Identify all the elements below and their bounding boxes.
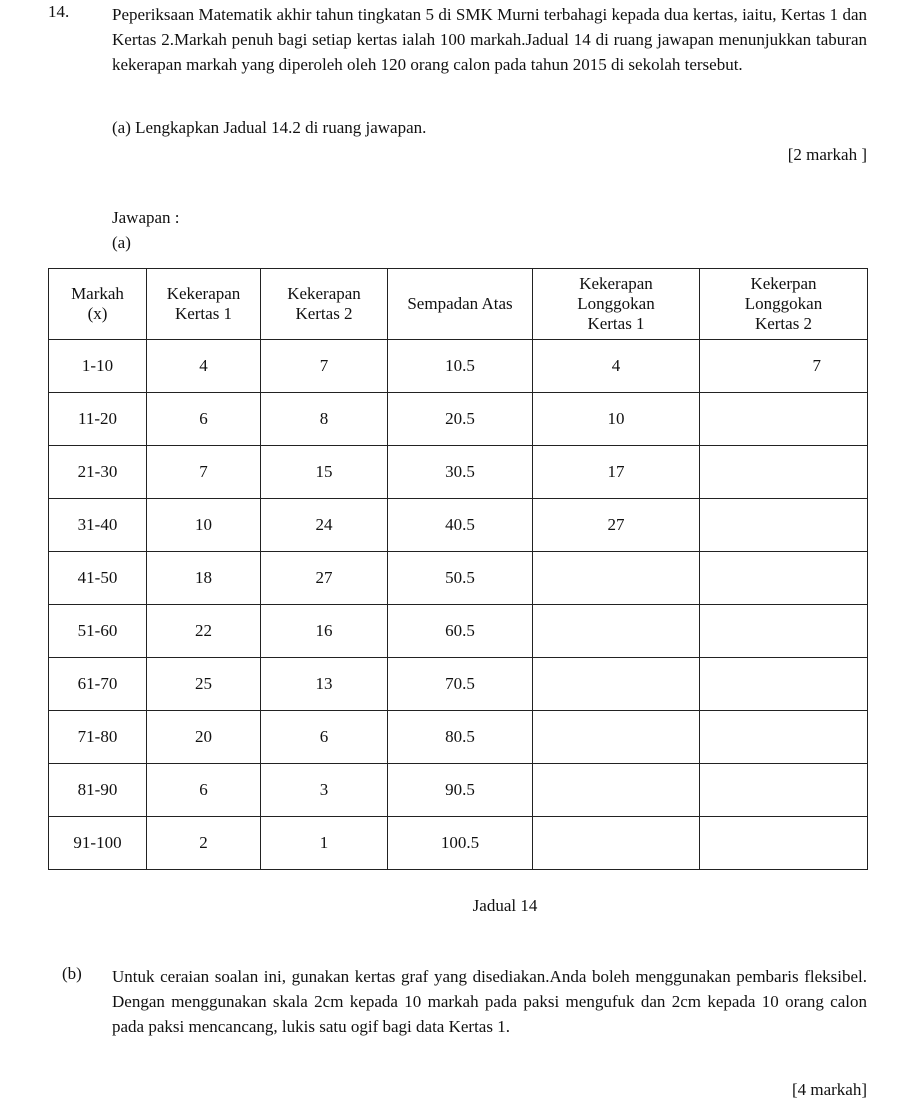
cell-kekerapan-kertas-1: 10 [147,499,261,552]
answer-heading: Jawapan : [112,208,180,227]
cell-kekerapan-kertas-1: 18 [147,552,261,605]
part-b-instruction: Untuk ceraian soalan ini, gunakan kertas graf yang disediakan.Anda boleh menggunakan pembaris fleksibel. Dengan menggunakan skala 2cm kepada 10 markah pada paksi mengufuk dan 2cm kepada 10 orang calon pada paksi mencancang, lukis satu ogif bagi data Kertas 1. [112,967,867,1036]
cell-longgokan-kertas-2: 7 [700,340,868,393]
cell-markah: 51-60 [49,605,147,658]
part-b-label: (b) [62,964,82,983]
cell-sempadan-atas: 50.5 [388,552,533,605]
cell-markah: 71-80 [49,711,147,764]
cell-sempadan-atas: 80.5 [388,711,533,764]
question-intro: Peperiksaan Matematik akhir tahun tingkatan 5 di SMK Murni terbahagi kepada dua kertas, iaitu, Kertas 1 dan Kertas 2.Markah penuh bagi setiap kertas ialah 100 markah.Jadual 14 di ruang jawapan menunjukkan taburan kekerapan markah yang diperoleh oleh 120 orang calon pada tahun 2015 di sekolah tersebut. [112,5,867,74]
cell-longgokan-kertas-2 [700,393,868,446]
table-row [49,446,868,499]
cell-kekerapan-kertas-2: 8 [261,393,388,446]
cell-longgokan-kertas-1 [533,658,700,711]
table-row [49,764,868,817]
table-row [49,658,868,711]
cell-sempadan-atas: 70.5 [388,658,533,711]
cell-markah: 91-100 [49,817,147,870]
answer-part-label: (a) [112,233,131,252]
cell-sempadan-atas: 60.5 [388,605,533,658]
cell-kekerapan-kertas-2: 27 [261,552,388,605]
header-kekerapan-kertas-2: Kekerapan Kertas 2 [261,269,388,340]
cell-kekerapan-kertas-1: 4 [147,340,261,393]
cell-sempadan-atas: 10.5 [388,340,533,393]
header-longgokan-kertas-2: Kekerpan Longgokan Kertas 2 [700,269,868,340]
cell-sempadan-atas: 40.5 [388,499,533,552]
header-longgokan-kertas-1: Kekerapan Longgokan Kertas 1 [533,269,700,340]
cell-longgokan-kertas-2 [700,446,868,499]
cell-longgokan-kertas-1 [533,764,700,817]
cell-longgokan-kertas-2 [700,658,868,711]
cell-markah: 31-40 [49,499,147,552]
cell-longgokan-kertas-2 [700,499,868,552]
cell-sempadan-atas: 30.5 [388,446,533,499]
cell-kekerapan-kertas-2: 24 [261,499,388,552]
cell-kekerapan-kertas-1: 2 [147,817,261,870]
cell-kekerapan-kertas-2: 6 [261,711,388,764]
cell-kekerapan-kertas-1: 25 [147,658,261,711]
cell-longgokan-kertas-1 [533,711,700,764]
table-row [49,499,868,552]
cell-kekerapan-kertas-2: 13 [261,658,388,711]
table-row [49,817,868,870]
table-row [49,552,868,605]
cell-longgokan-kertas-2 [700,711,868,764]
cell-kekerapan-kertas-2: 1 [261,817,388,870]
cell-longgokan-kertas-2 [700,764,868,817]
cell-kekerapan-kertas-1: 6 [147,764,261,817]
frequency-table [48,268,868,870]
cell-longgokan-kertas-1: 4 [533,340,700,393]
table-row [49,605,868,658]
part-b-marks: [4 markah] [791,1080,867,1099]
header-markah: Markah (x) [49,269,147,340]
part-a-marks: [2 markah ] [787,145,867,164]
cell-kekerapan-kertas-1: 6 [147,393,261,446]
cell-markah: 41-50 [49,552,147,605]
cell-kekerapan-kertas-1: 20 [147,711,261,764]
cell-longgokan-kertas-1 [533,817,700,870]
table-header-row [49,269,868,340]
cell-longgokan-kertas-2 [700,817,868,870]
cell-kekerapan-kertas-2: 3 [261,764,388,817]
cell-kekerapan-kertas-2: 7 [261,340,388,393]
cell-sempadan-atas: 90.5 [388,764,533,817]
header-kekerapan-kertas-1: Kekerapan Kertas 1 [147,269,261,340]
cell-kekerapan-kertas-2: 15 [261,446,388,499]
cell-longgokan-kertas-1: 10 [533,393,700,446]
header-sempadan-atas: Sempadan Atas [388,269,533,340]
question-number: 14. [48,2,70,21]
table-row [49,340,868,393]
cell-sempadan-atas: 100.5 [388,817,533,870]
cell-markah: 1-10 [49,340,147,393]
cell-markah: 61-70 [49,658,147,711]
cell-longgokan-kertas-2 [700,552,868,605]
cell-sempadan-atas: 20.5 [388,393,533,446]
part-a-instruction: (a) Lengkapkan Jadual 14.2 di ruang jawapan. [112,118,427,137]
cell-longgokan-kertas-1 [533,552,700,605]
cell-longgokan-kertas-2 [700,605,868,658]
cell-markah: 81-90 [49,764,147,817]
table-row [49,711,868,764]
cell-kekerapan-kertas-1: 22 [147,605,261,658]
cell-kekerapan-kertas-1: 7 [147,446,261,499]
cell-longgokan-kertas-1 [533,605,700,658]
cell-kekerapan-kertas-2: 16 [261,605,388,658]
table-row [49,393,868,446]
cell-markah: 21-30 [49,446,147,499]
cell-longgokan-kertas-1: 27 [533,499,700,552]
cell-longgokan-kertas-1: 17 [533,446,700,499]
table-caption: Jadual 14 [472,896,538,915]
cell-markah: 11-20 [49,393,147,446]
